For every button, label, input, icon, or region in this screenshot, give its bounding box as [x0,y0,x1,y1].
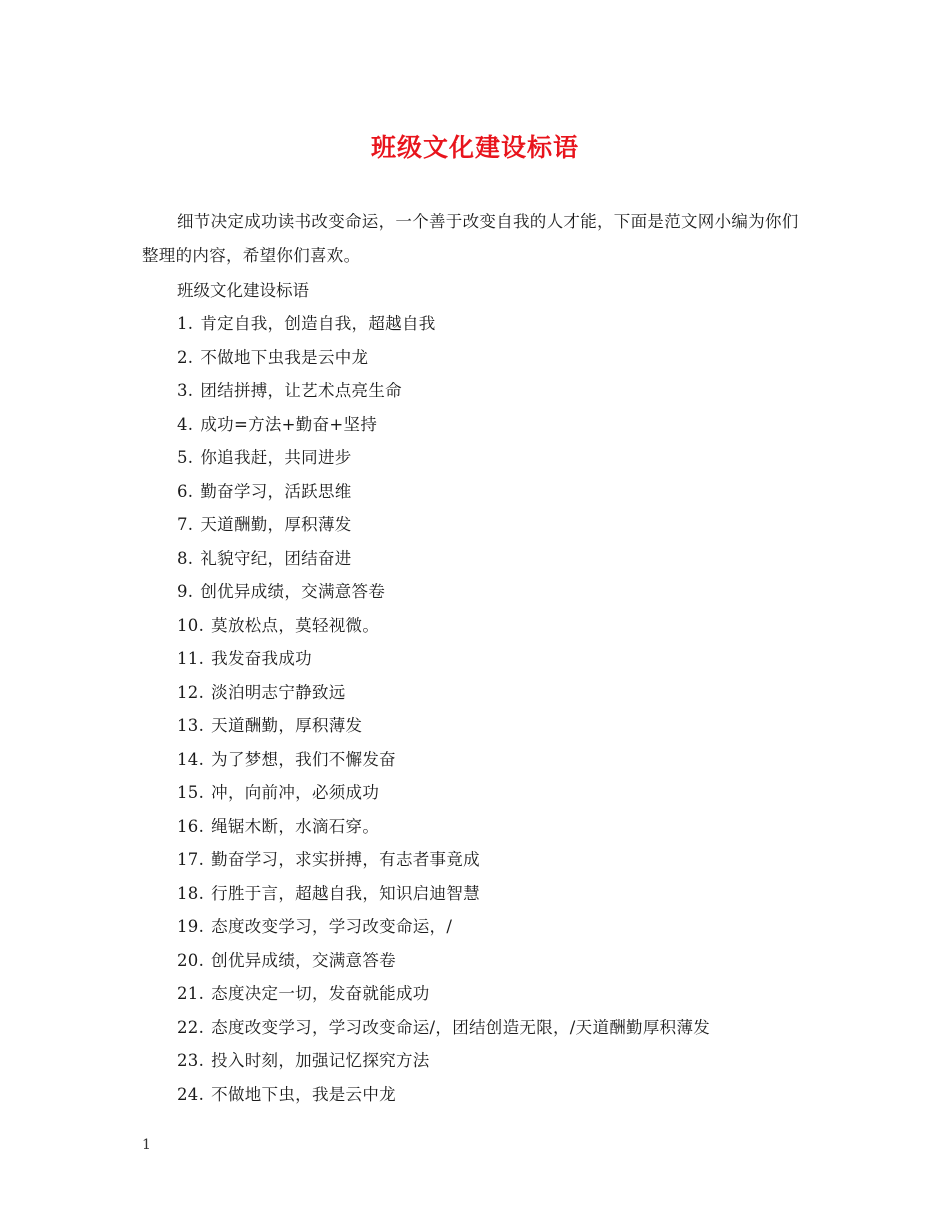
item-text: 勤奋学习，活跃思维 [200,481,352,501]
item-number: 17. [177,850,205,869]
item-number: 14. [177,749,205,769]
intro-paragraph: 细节决定成功读书改变命运，一个善于改变自我的人才能，下面是范文网小编为你们整理的内容，希望你们喜欢。 [142,212,799,265]
list-item [177,475,817,509]
list-item [177,609,817,643]
list-item [177,877,817,911]
item-number: 21. [177,984,205,1003]
list-item [177,575,817,609]
item-text: 天道酬勤，厚积薄发 [200,515,352,534]
slogan-list [177,307,817,1111]
item-text: 不做地下虫我是云中龙 [200,347,369,367]
item-number: 12. [177,682,205,702]
list-item [177,776,817,810]
item-text: 团结拼搏，让艺术点亮生命 [200,381,402,400]
item-text: 态度改变学习，学习改变命运/，团结创造无限，/天道酬勤厚积薄发 [211,1017,711,1037]
list-item [177,1078,817,1112]
item-number: 10. [177,615,205,635]
list-item [177,408,817,442]
section-heading: 班级文化建设标语 [177,281,309,300]
item-number: 22. [177,1017,205,1037]
item-text: 冲，向前冲，必须成功 [211,783,380,802]
item-text: 为了梦想，我们不懈发奋 [211,749,396,769]
item-text: 你追我赶，共同进步 [200,448,352,467]
list-item [177,341,817,375]
item-text: 天道酬勤，厚积薄发 [211,716,363,735]
list-item [177,944,817,978]
item-text: 肯定自我，创造自我，超越自我 [200,314,436,333]
list-item [177,676,817,710]
item-number: 20. [177,950,205,970]
item-number: 18. [177,883,205,903]
item-text: 绳锯木断，水滴石穿。 [211,816,380,836]
list-item [177,374,817,408]
list-item [177,709,817,743]
list-item [177,441,817,475]
list-item [177,1011,817,1045]
item-text: 莫放松点，莫轻视微。 [211,615,380,635]
item-text: 不做地下虫，我是云中龙 [211,1084,396,1104]
item-number: 1. [177,314,194,333]
list-item [177,977,817,1011]
item-number: 5. [177,448,194,467]
item-text: 态度决定一切，发奋就能成功 [211,984,430,1003]
item-number: 3. [177,381,194,400]
item-text: 投入时刻，加强记忆探究方法 [211,1051,430,1070]
list-item [177,810,817,844]
item-number: 9. [177,582,194,601]
item-number: 13. [177,716,205,735]
item-text: 勤奋学习，求实拼搏，有志者事竟成 [211,850,480,869]
item-text: 成功=方法+勤奋+坚持 [200,414,378,434]
item-number: 7. [177,515,194,534]
list-item [177,542,817,576]
list-item [177,743,817,777]
page-number: 1 [142,1137,151,1153]
item-text: 我发奋我成功 [211,649,312,668]
page-title: 班级文化建设标语 [370,133,579,162]
item-text: 创优异成绩，交满意答卷 [211,950,396,970]
list-item [177,307,817,341]
item-number: 11. [177,649,205,668]
item-text: 态度改变学习，学习改变命运，/ [211,917,453,936]
list-item [177,843,817,877]
list-item [177,910,817,944]
list-item [177,1044,817,1078]
list-item [177,642,817,676]
item-number: 6. [177,481,194,501]
item-number: 15. [177,783,205,802]
item-text: 创优异成绩，交满意答卷 [200,582,386,601]
item-number: 23. [177,1051,205,1070]
list-item [177,508,817,542]
item-number: 24. [177,1084,205,1104]
item-text: 淡泊明志宁静致远 [211,682,346,702]
item-number: 8. [177,548,194,568]
item-text: 礼貌守纪，团结奋进 [200,548,352,568]
item-number: 4. [177,414,194,434]
item-number: 19. [177,917,205,936]
item-number: 2. [177,347,194,367]
item-text: 行胜于言，超越自我，知识启迪智慧 [211,883,480,903]
item-number: 16. [177,816,205,836]
